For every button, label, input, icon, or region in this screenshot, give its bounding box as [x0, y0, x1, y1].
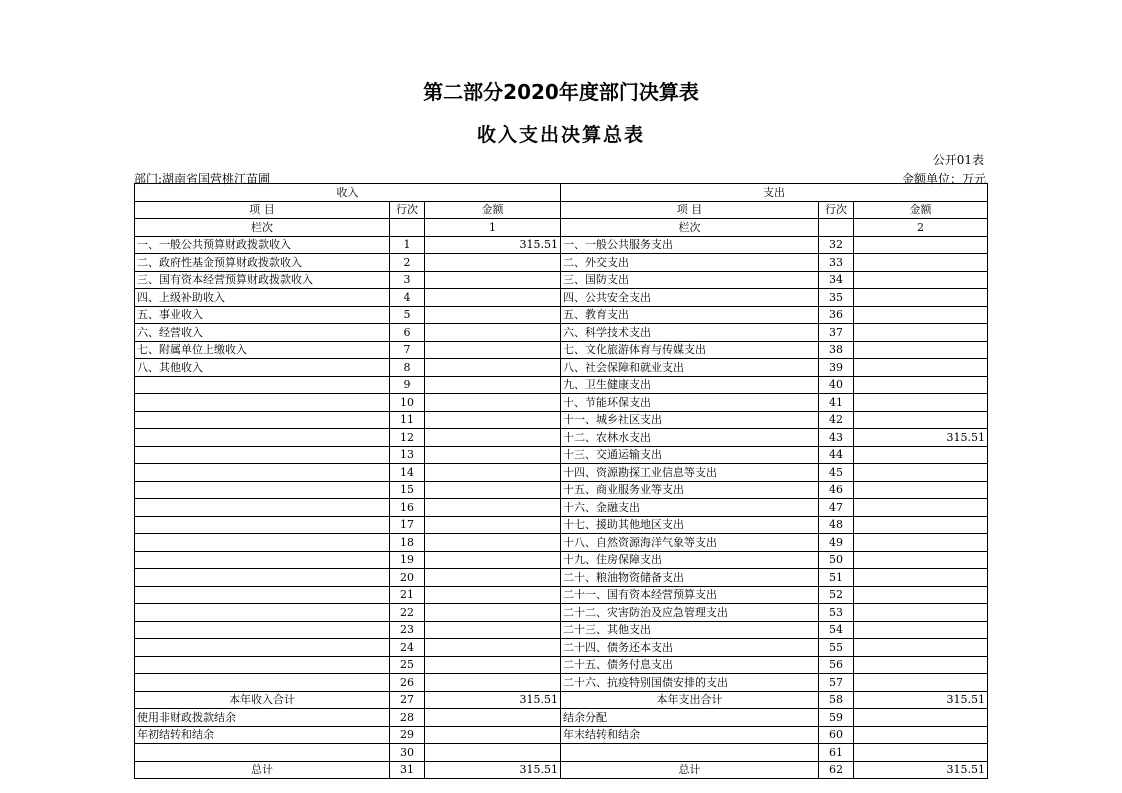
income-amount-cell: 315.51 [425, 236, 561, 254]
expense-line-cell: 60 [819, 726, 854, 744]
income-amount-cell [425, 604, 561, 622]
table-row [135, 726, 988, 744]
expense-line-cell: 40 [819, 376, 854, 394]
expense-item-cell: 十八、自然资源海洋气象等支出 [561, 534, 819, 552]
table-row [135, 709, 988, 727]
table-row [135, 324, 988, 342]
income-line-cell: 1 [390, 236, 425, 254]
income-line-cell: 22 [390, 604, 425, 622]
income-amount-cell [425, 254, 561, 272]
expense-item-cell: 二十四、债务还本支出 [561, 639, 819, 657]
income-amount-cell [425, 551, 561, 569]
expense-item-cell: 十五、商业服务业等支出 [561, 481, 819, 499]
income-amount-cell [425, 639, 561, 657]
expense-amount-cell [854, 621, 988, 639]
expense-amount-cell [854, 289, 988, 307]
table-row [135, 341, 988, 359]
income-item-cell [135, 656, 390, 674]
table-row [135, 481, 988, 499]
income-amount-cell: 315.51 [425, 761, 561, 779]
income-line-cell: 2 [390, 254, 425, 272]
expense-item-cell: 四、公共安全支出 [561, 289, 819, 307]
table-row [135, 586, 988, 604]
income-amount-cell [425, 341, 561, 359]
expense-item-cell: 总计 [561, 761, 819, 779]
income-item-cell [135, 586, 390, 604]
income-item-cell: 一、一般公共预算财政拨款收入 [135, 236, 390, 254]
income-line-cell: 14 [390, 464, 425, 482]
income-line-cell: 5 [390, 306, 425, 324]
expense-item-cell: 十三、交通运输支出 [561, 446, 819, 464]
income-item-cell [135, 551, 390, 569]
income-line-cell: 27 [390, 691, 425, 709]
expense-column-number: 2 [854, 219, 988, 237]
expense-amount-cell [854, 604, 988, 622]
income-amount-cell [425, 656, 561, 674]
income-item-cell [135, 429, 390, 447]
income-item-cell: 总计 [135, 761, 390, 779]
expense-line-cell: 50 [819, 551, 854, 569]
income-line-cell: 9 [390, 376, 425, 394]
table-row [135, 534, 988, 552]
expense-amount-cell: 315.51 [854, 691, 988, 709]
expense-item-cell: 十九、住房保障支出 [561, 551, 819, 569]
table-row [135, 306, 988, 324]
table-row [135, 289, 988, 307]
expense-item-cell: 十二、农林水支出 [561, 429, 819, 447]
expense-line-cell: 61 [819, 744, 854, 762]
income-line-cell: 17 [390, 516, 425, 534]
expense-amount-cell [854, 709, 988, 727]
expense-amount-cell [854, 271, 988, 289]
income-line-cell: 7 [390, 341, 425, 359]
expense-amount-cell [854, 306, 988, 324]
report-title: 第二部分2020年度部门决算表 [423, 80, 699, 104]
income-item-cell: 使用非财政拨款结余 [135, 709, 390, 727]
expense-line-cell: 34 [819, 271, 854, 289]
income-amount-cell [425, 744, 561, 762]
income-item-cell: 七、附属单位上缴收入 [135, 341, 390, 359]
expense-item-cell: 十四、资源勘探工业信息等支出 [561, 464, 819, 482]
expense-line-cell: 33 [819, 254, 854, 272]
expense-item-cell: 十一、城乡社区支出 [561, 411, 819, 429]
department-label: 部门:湖南省国营桃江苗圃 [134, 172, 271, 186]
expense-line-cell: 59 [819, 709, 854, 727]
expense-amount-cell [854, 534, 988, 552]
expense-amount-cell [854, 236, 988, 254]
income-line-cell: 31 [390, 761, 425, 779]
table-row [135, 761, 988, 779]
expense-line-cell: 54 [819, 621, 854, 639]
income-line-cell: 26 [390, 674, 425, 692]
income-line-cell: 4 [390, 289, 425, 307]
expense-line-cell: 35 [819, 289, 854, 307]
income-amount-cell [425, 394, 561, 412]
expense-amount-cell: 315.51 [854, 429, 988, 447]
expense-line-cell: 47 [819, 499, 854, 517]
expense-line-cell: 57 [819, 674, 854, 692]
income-amount-cell [425, 499, 561, 517]
expense-amount-cell [854, 254, 988, 272]
income-item-cell: 年初结转和结余 [135, 726, 390, 744]
expense-item-cell: 结余分配 [561, 709, 819, 727]
expense-item-cell [561, 744, 819, 762]
expense-amount-cell [854, 411, 988, 429]
income-amount-cell [425, 429, 561, 447]
income-item-cell [135, 639, 390, 657]
income-amount-cell [425, 726, 561, 744]
income-item-cell [135, 516, 390, 534]
table-row [135, 656, 988, 674]
income-column-number: 1 [425, 219, 561, 237]
expense-amount-cell [854, 674, 988, 692]
expense-line-cell: 52 [819, 586, 854, 604]
income-line-cell: 23 [390, 621, 425, 639]
expense-amount-cell [854, 324, 988, 342]
expense-line-cell: 45 [819, 464, 854, 482]
income-item-cell [135, 621, 390, 639]
expense-item-cell: 二、外交支出 [561, 254, 819, 272]
table-row [135, 551, 988, 569]
income-line-cell: 19 [390, 551, 425, 569]
expense-line-cell: 46 [819, 481, 854, 499]
table-row [135, 621, 988, 639]
income-line-cell: 13 [390, 446, 425, 464]
income-item-cell [135, 464, 390, 482]
expense-amount-cell [854, 726, 988, 744]
expense-section-header: 支出 [561, 184, 988, 202]
income-item-cell [135, 499, 390, 517]
table-row [135, 744, 988, 762]
income-item-cell [135, 744, 390, 762]
income-line-header: 行次 [390, 201, 425, 219]
income-item-cell: 八、其他收入 [135, 359, 390, 377]
expense-item-cell: 十、节能环保支出 [561, 394, 819, 412]
expense-line-cell: 49 [819, 534, 854, 552]
expense-amount-cell [854, 499, 988, 517]
income-amount-cell [425, 324, 561, 342]
income-line-cell: 28 [390, 709, 425, 727]
income-line-cell: 25 [390, 656, 425, 674]
expense-item-cell: 本年支出合计 [561, 691, 819, 709]
income-item-cell: 六、经营收入 [135, 324, 390, 342]
income-amount-cell [425, 411, 561, 429]
expense-item-cell: 九、卫生健康支出 [561, 376, 819, 394]
expense-line-cell: 51 [819, 569, 854, 587]
expense-amount-cell [854, 394, 988, 412]
table-row [135, 376, 988, 394]
income-line-cell: 6 [390, 324, 425, 342]
income-column-line-blank [390, 219, 425, 237]
income-line-cell: 29 [390, 726, 425, 744]
expense-line-cell: 37 [819, 324, 854, 342]
expense-line-cell: 48 [819, 516, 854, 534]
table-row [135, 499, 988, 517]
expense-item-cell: 一、一般公共服务支出 [561, 236, 819, 254]
income-item-cell [135, 534, 390, 552]
income-item-cell: 二、政府性基金预算财政拨款收入 [135, 254, 390, 272]
income-amount-cell [425, 709, 561, 727]
table-row [135, 674, 988, 692]
income-amount-cell [425, 534, 561, 552]
income-amount-cell [425, 376, 561, 394]
amount-unit-label: 金额单位：万元 [901, 172, 986, 186]
expense-item-cell: 二十六、抗疫特别国债安排的支出 [561, 674, 819, 692]
expense-item-cell: 二十三、其他支出 [561, 621, 819, 639]
expense-line-cell: 41 [819, 394, 854, 412]
expense-item-cell: 七、文化旅游体育与传媒支出 [561, 341, 819, 359]
expense-amount-cell [854, 359, 988, 377]
income-line-cell: 18 [390, 534, 425, 552]
income-item-cell [135, 569, 390, 587]
expense-amount-cell [854, 341, 988, 359]
income-amount-cell [425, 481, 561, 499]
table-row [135, 394, 988, 412]
income-line-cell: 21 [390, 586, 425, 604]
income-line-cell: 3 [390, 271, 425, 289]
income-amount-cell [425, 516, 561, 534]
income-item-cell [135, 674, 390, 692]
expense-item-cell: 二十五、债务付息支出 [561, 656, 819, 674]
expense-line-cell: 53 [819, 604, 854, 622]
income-amount-cell [425, 674, 561, 692]
expense-line-cell: 43 [819, 429, 854, 447]
expense-line-cell: 38 [819, 341, 854, 359]
expense-amount-cell [854, 464, 988, 482]
income-amount-cell: 315.51 [425, 691, 561, 709]
expense-item-cell: 二十一、国有资本经营预算支出 [561, 586, 819, 604]
expense-item-cell: 三、国防支出 [561, 271, 819, 289]
expense-column-line-blank [819, 219, 854, 237]
expense-item-header: 项 目 [561, 201, 819, 219]
expense-item-cell: 五、教育支出 [561, 306, 819, 324]
table-row [135, 411, 988, 429]
expense-amount-cell [854, 551, 988, 569]
income-line-cell: 30 [390, 744, 425, 762]
table-row [135, 691, 988, 709]
expense-amount-cell [854, 586, 988, 604]
expense-amount-cell [854, 744, 988, 762]
expense-amount-header: 金额 [854, 201, 988, 219]
expense-item-cell: 二十、粮油物资储备支出 [561, 569, 819, 587]
table-row [135, 639, 988, 657]
form-number: 公开01表 [932, 153, 984, 167]
expense-line-cell: 39 [819, 359, 854, 377]
income-amount-cell [425, 271, 561, 289]
expense-amount-cell [854, 516, 988, 534]
expense-line-cell: 32 [819, 236, 854, 254]
income-amount-header: 金额 [425, 201, 561, 219]
expense-line-cell: 44 [819, 446, 854, 464]
expense-column-label: 栏次 [561, 219, 819, 237]
expense-item-cell: 六、科学技术支出 [561, 324, 819, 342]
income-section-header: 收入 [135, 184, 561, 202]
income-amount-cell [425, 289, 561, 307]
table-row [135, 446, 988, 464]
report-subtitle: 收入支出决算总表 [476, 124, 645, 146]
income-item-cell [135, 446, 390, 464]
income-line-cell: 8 [390, 359, 425, 377]
income-amount-cell [425, 569, 561, 587]
income-line-cell: 10 [390, 394, 425, 412]
income-amount-cell [425, 586, 561, 604]
income-item-cell [135, 481, 390, 499]
expense-item-cell: 十六、金融支出 [561, 499, 819, 517]
expense-line-cell: 56 [819, 656, 854, 674]
income-line-cell: 11 [390, 411, 425, 429]
income-item-cell: 四、上级补助收入 [135, 289, 390, 307]
table-row [135, 464, 988, 482]
table-row [135, 516, 988, 534]
expense-amount-cell [854, 569, 988, 587]
income-item-cell [135, 604, 390, 622]
expense-amount-cell [854, 446, 988, 464]
table-row [135, 236, 988, 254]
income-line-cell: 12 [390, 429, 425, 447]
expense-amount-cell [854, 639, 988, 657]
income-item-header: 项 目 [135, 201, 390, 219]
income-item-cell: 五、事业收入 [135, 306, 390, 324]
expense-line-header: 行次 [819, 201, 854, 219]
expense-item-cell: 八、社会保障和就业支出 [561, 359, 819, 377]
expense-amount-cell [854, 376, 988, 394]
income-item-cell [135, 376, 390, 394]
expense-amount-cell [854, 481, 988, 499]
income-line-cell: 24 [390, 639, 425, 657]
income-item-cell [135, 411, 390, 429]
expense-line-cell: 36 [819, 306, 854, 324]
expense-line-cell: 42 [819, 411, 854, 429]
income-line-cell: 20 [390, 569, 425, 587]
income-item-cell [135, 394, 390, 412]
expense-line-cell: 62 [819, 761, 854, 779]
table-row [135, 271, 988, 289]
table-row [135, 604, 988, 622]
income-line-cell: 16 [390, 499, 425, 517]
income-amount-cell [425, 359, 561, 377]
expense-item-cell: 十七、援助其他地区支出 [561, 516, 819, 534]
table-body [135, 236, 988, 779]
table-row [135, 359, 988, 377]
income-line-cell: 15 [390, 481, 425, 499]
income-amount-cell [425, 306, 561, 324]
table-row [135, 254, 988, 272]
table-row [135, 429, 988, 447]
income-amount-cell [425, 464, 561, 482]
income-expense-table [134, 183, 988, 779]
income-item-cell: 三、国有资本经营预算财政拨款收入 [135, 271, 390, 289]
income-column-label: 栏次 [135, 219, 390, 237]
expense-line-cell: 55 [819, 639, 854, 657]
income-item-cell: 本年收入合计 [135, 691, 390, 709]
expense-item-cell: 年末结转和结余 [561, 726, 819, 744]
table-row [135, 569, 988, 587]
expense-amount-cell: 315.51 [854, 761, 988, 779]
income-amount-cell [425, 446, 561, 464]
expense-amount-cell [854, 656, 988, 674]
expense-line-cell: 58 [819, 691, 854, 709]
expense-item-cell: 二十二、灾害防治及应急管理支出 [561, 604, 819, 622]
income-amount-cell [425, 621, 561, 639]
